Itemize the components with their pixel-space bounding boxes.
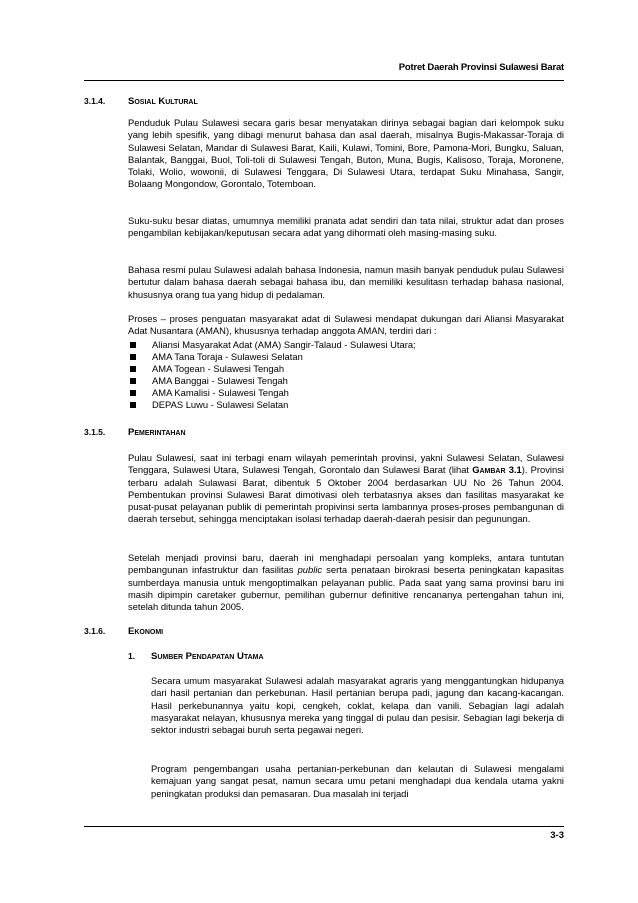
paragraph: Penduduk Pulau Sulawesi secara garis besar menyatakan dirinya sebagai bagian dari kelompok suku yang lebih spesifik, yang dibagi menurut bahasa dan asal daerah, misalnya Bugis-Makassar-Toraja di Sulawesi Selatan, Mandar di Sulawesi Barat, Kaili, Kulawi, Tomini, Bore, Pamona-Mori, Bungku, Saluan, Balantak, Banggai, Buol, Toli-toli di Sulawesi Tengah, Buton, Muna, Bugis, Kalisoso, Toraja, Moronene, Tolaki, Wolio, wowonii, di Sulawesi Tenggara, Di Sulawesi Utara, terdapat Suku Minahasa, Sangir, Bolaang Mongondow, Gorontalo, Totemboan.	[128, 117, 564, 190]
square-bullet-icon	[130, 378, 136, 384]
section-heading-pemerintahan	[84, 427, 186, 438]
list-item: AMA Kamalisi - Sulawesi Tengah	[128, 387, 564, 399]
list-item: Aliansi Masyarakat Adat (AMA) Sangir-Talaud - Sulawesi Utara;	[128, 339, 564, 351]
subsection-heading-sumber-pendapatan	[128, 651, 264, 662]
paragraph: Pulau Sulawesi, saat ini terbagi enam wilayah pemerintah provinsi, yakni Sulawesi Selatan, Sulawesi Tenggara, Sulawesi Utara, Sulawesi Tengah, Gorontalo dan Sulawesi Barat (lihat Gambar 3.1). Provinsi terbaru adalah Sulawasi Barat, dibentuk 5 Oktober 2004 berdasarkan UU No 26 Tahun 2004. Pembentukan provinsi Sulawesi Barat dimotivasi oleh terbatasnya akses dan fasilitas masyarakat ke pusat-pusat pelayanan publik di pemerintah propivinsi serta lambannya proses-proses pembangunan di daerah tersebut, sehingga menciptakan isolasi terhadap daerah-daerah pesisir dan pegunungan.	[128, 452, 564, 525]
paragraph: Bahasa resmi pulau Sulawesi adalah bahasa Indonesia, namun masih banyak penduduk pulau Sulawesi bertutur dalam bahasa daerah sebagai bahasa ibu, dan memiliki kesulitasn terhadap bahasa nasional, khususnya orang tua yang hidup di pedalaman.	[128, 264, 564, 300]
running-header: Potret Daerah Provinsi Sulawesi Barat	[398, 62, 564, 73]
section-title: Sosial Kultural	[128, 96, 198, 107]
paragraph: Suku-suku besar diatas, umumnya memiliki pranata adat sendiri dan tata nilai, struktur adat dan proses pengambilan kebijakan/keputusan secara adat yang dihormati oleh masing-masing suku.	[128, 215, 564, 239]
paragraph: Proses – proses penguatan masyarakat adat di Sulawesi mendapat dukungan dari Aliansi Masyarakat Adat Nusantara (AMAN), khususnya terhadap anggota AMAN, terdiri dari :	[128, 313, 564, 337]
subsection-title: Sumber Pendapatan Utama	[151, 651, 264, 662]
square-bullet-icon	[130, 342, 136, 348]
list-item: DEPAS Luwu - Sulawesi Selatan	[128, 399, 564, 411]
square-bullet-icon	[130, 366, 136, 372]
square-bullet-icon	[130, 390, 136, 396]
paragraph: Secara umum masyarakat Sulawesi adalah masyarakat agraris yang menggantungkan hidupanya dari hasil pertanian dan perkebunan. Hasil pertanian berupa padi, jagung dan kacang-kacangan. Hasil perkebunannya yaitu kopi, cengkeh, coklat, kelapa dan vanili. Sebagian lagi adalah masyarakat nelayan, khususnya mereka yang tinggal di pulau dan pesisir. Sebagian lagi bekerja di sektor industri sebagai buruh serta pegawai negeri.	[151, 675, 564, 736]
square-bullet-icon	[130, 402, 136, 408]
figure-reference: Gambar 3.1	[472, 464, 522, 476]
italic-term: public	[297, 564, 323, 576]
footer-rule	[84, 826, 564, 827]
subsection-number: 1.	[128, 651, 136, 661]
list-item: AMA Banggai - Sulawesi Tengah	[128, 375, 564, 387]
aman-members-list	[128, 339, 564, 412]
section-number: 3.1.4.	[84, 96, 106, 106]
square-bullet-icon	[130, 354, 136, 360]
list-item: AMA Togean - Sulawesi Tengah	[128, 363, 564, 375]
section-heading-ekonomi	[84, 626, 163, 637]
header-rule	[84, 80, 564, 81]
section-number: 3.1.6.	[84, 626, 106, 636]
section-heading-sosial-kultural	[84, 96, 198, 107]
paragraph: Setelah menjadi provinsi baru, daerah ini menghadapi persoalan yang kompleks, antara tuntutan pembangunan infastruktur dan fasilitas public serta penataan birokrasi beserta peningkatan kapasitas sumberdaya manusia untuk mengoptimalkan pelayanan public. Pada saat yang sama provinsi baru ini masih dipimpin caretaker gubernur, pemilihan gubernur definitive rencananya pertengahan tahun ini, setelah ditunda tahun 2005.	[128, 552, 564, 613]
section-title: Pemerintahan	[128, 427, 186, 438]
section-title: Ekonomi	[128, 626, 164, 637]
paragraph: Program pengembangan usaha pertanian-perkebunan dan kelautan di Sulawesi mengalami kemajuan yang sangat pesat, namun secara umu petani menghadapi dua kendala utama yakni peningkatan produksi dan pemasaran. Dua masalah ini terjadi	[151, 763, 564, 799]
section-number: 3.1.5.	[84, 427, 106, 437]
page-number: 3-3	[550, 830, 564, 841]
list-item: AMA Tana Toraja - Sulawesi Selatan	[128, 351, 564, 363]
